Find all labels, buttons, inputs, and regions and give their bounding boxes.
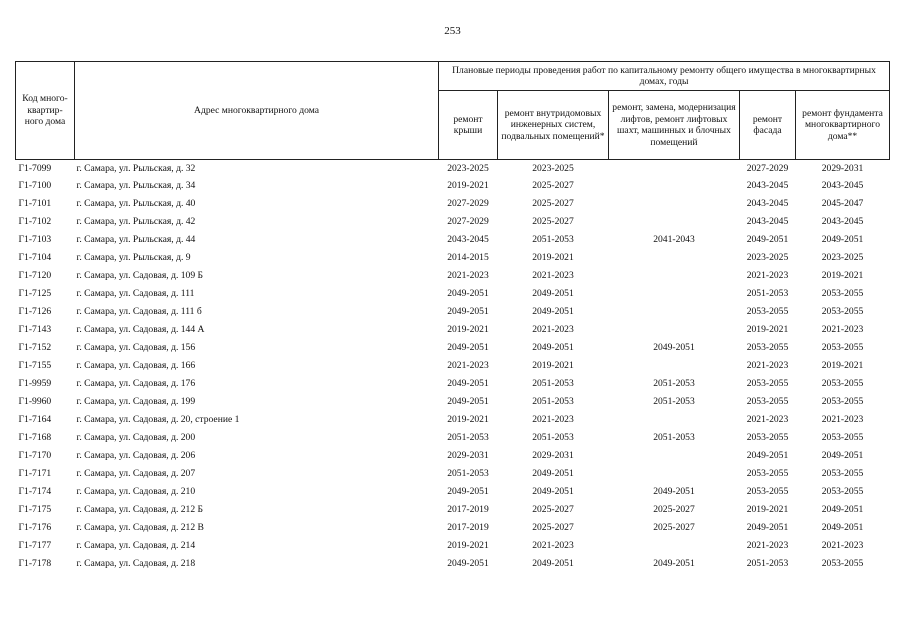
cell-roof: 2027-2029 — [447, 198, 489, 209]
cell-lifts — [609, 303, 740, 321]
cell-engineering: 2021-2023 — [532, 270, 574, 281]
cell-foundation: 2021-2023 — [821, 540, 864, 551]
cell-foundation: 2021-2023 — [821, 414, 864, 425]
cell-facade: 2053-2055 — [746, 378, 789, 389]
table-row — [16, 285, 890, 303]
cell-roof: 2019-2021 — [447, 540, 489, 551]
cell-lifts: 2051-2053 — [653, 432, 695, 443]
table-row — [16, 213, 890, 231]
cell-engineering: 2049-2051 — [532, 468, 574, 479]
cell-roof: 2043-2045 — [447, 234, 489, 245]
cell-engineering: 2049-2051 — [532, 306, 574, 317]
cell-address: г. Самара, ул. Садовая, д. 214 — [76, 540, 196, 551]
cell-code: Г1-7126 — [18, 306, 52, 317]
cell-address: г. Самара, ул. Садовая, д. 207 — [76, 468, 196, 479]
cell-roof: 2017-2019 — [447, 504, 489, 515]
cell-lifts: 2051-2053 — [653, 396, 695, 407]
table-row — [16, 321, 890, 339]
cell-lifts: 2041-2043 — [653, 234, 695, 245]
table-row — [16, 411, 890, 429]
header-roof: ремонт крыши — [439, 91, 498, 160]
table-row — [16, 160, 890, 178]
cell-engineering: 2019-2021 — [532, 360, 574, 371]
cell-engineering: 2025-2027 — [532, 180, 574, 191]
cell-code: Г1-7143 — [18, 324, 52, 335]
cell-lifts — [609, 213, 740, 231]
cell-address: г. Самара, ул. Рыльская, д. 44 — [76, 234, 196, 245]
cell-facade: 2049-2051 — [746, 450, 789, 461]
cell-facade: 2049-2051 — [746, 522, 789, 533]
cell-foundation: 2053-2055 — [821, 378, 864, 389]
cell-foundation: 2023-2025 — [821, 252, 864, 263]
cell-lifts: 2025-2027 — [653, 504, 695, 515]
cell-code: Г1-7103 — [18, 234, 52, 245]
cell-foundation: 2053-2055 — [821, 396, 864, 407]
cell-foundation: 2053-2055 — [821, 558, 864, 569]
cell-address: г. Самара, ул. Садовая, д. 218 — [76, 558, 196, 569]
cell-lifts — [609, 177, 740, 195]
cell-code: Г1-7100 — [18, 180, 52, 191]
cell-roof: 2049-2051 — [447, 396, 489, 407]
table-row — [16, 465, 890, 483]
cell-foundation: 2043-2045 — [821, 180, 864, 191]
cell-facade: 2053-2055 — [746, 486, 789, 497]
cell-foundation: 2019-2021 — [821, 270, 864, 281]
cell-engineering: 2051-2053 — [532, 234, 574, 245]
cell-facade: 2043-2045 — [746, 180, 789, 191]
cell-facade: 2043-2045 — [746, 198, 789, 209]
cell-engineering: 2021-2023 — [532, 540, 574, 551]
cell-roof: 2049-2051 — [447, 306, 489, 317]
cell-lifts: 2049-2051 — [653, 342, 695, 353]
cell-address: г. Самара, ул. Садовая, д. 109 Б — [76, 270, 204, 281]
cell-roof: 2049-2051 — [447, 558, 489, 569]
cell-roof: 2021-2023 — [447, 360, 489, 371]
cell-facade: 2019-2021 — [746, 504, 789, 515]
cell-lifts — [609, 537, 740, 555]
cell-roof: 2019-2021 — [447, 180, 489, 191]
cell-roof: 2023-2025 — [447, 162, 489, 174]
cell-foundation: 2021-2023 — [821, 324, 864, 335]
cell-foundation: 2019-2021 — [821, 360, 864, 371]
cell-code: Г1-9959 — [18, 378, 52, 389]
cell-roof: 2021-2023 — [447, 270, 489, 281]
cell-engineering: 2049-2051 — [532, 288, 574, 299]
cell-facade: 2051-2053 — [746, 558, 789, 569]
cell-address: г. Самара, ул. Рыльская, д. 32 — [76, 162, 196, 174]
capital-repair-table — [15, 61, 890, 573]
cell-address: г. Самара, ул. Садовая, д. 212 Б — [76, 504, 204, 515]
cell-roof: 2017-2019 — [447, 522, 489, 533]
cell-lifts — [609, 267, 740, 285]
table-row — [16, 195, 890, 213]
table-body — [16, 160, 890, 574]
table-row — [16, 555, 890, 573]
cell-engineering: 2029-2031 — [532, 450, 574, 461]
cell-foundation: 2053-2055 — [821, 288, 864, 299]
cell-facade: 2027-2029 — [746, 162, 789, 174]
cell-engineering: 2025-2027 — [532, 198, 574, 209]
cell-facade: 2053-2055 — [746, 306, 789, 317]
cell-roof: 2049-2051 — [447, 486, 489, 497]
table-row — [16, 249, 890, 267]
cell-code: Г1-9960 — [18, 396, 52, 407]
cell-engineering: 2021-2023 — [532, 414, 574, 425]
table-row — [16, 537, 890, 555]
cell-code: Г1-7168 — [18, 432, 52, 443]
cell-roof: 2014-2015 — [447, 252, 489, 263]
cell-lifts: 2049-2051 — [653, 486, 695, 497]
cell-address: г. Самара, ул. Садовая, д. 20, строение 1 — [76, 414, 240, 425]
cell-address: г. Самара, ул. Садовая, д. 200 — [76, 432, 196, 443]
cell-code: Г1-7125 — [18, 288, 52, 299]
cell-engineering: 2049-2051 — [532, 558, 574, 569]
cell-foundation: 2053-2055 — [821, 486, 864, 497]
cell-lifts — [609, 285, 740, 303]
cell-address: г. Самара, ул. Садовая, д. 156 — [76, 342, 196, 353]
cell-engineering: 2051-2053 — [532, 396, 574, 407]
cell-engineering: 2025-2027 — [532, 504, 574, 515]
cell-engineering: 2023-2025 — [532, 162, 574, 174]
cell-address: г. Самара, ул. Садовая, д. 212 В — [76, 522, 204, 533]
cell-address: г. Самара, ул. Садовая, д. 199 — [76, 396, 196, 407]
cell-facade: 2021-2023 — [746, 360, 789, 371]
cell-roof: 2049-2051 — [447, 288, 489, 299]
cell-lifts — [609, 321, 740, 339]
cell-foundation: 2053-2055 — [821, 468, 864, 479]
table-row — [16, 231, 890, 249]
cell-facade: 2053-2055 — [746, 342, 789, 353]
cell-roof: 2049-2051 — [447, 378, 489, 389]
table-row — [16, 447, 890, 465]
table-row — [16, 303, 890, 321]
cell-engineering: 2051-2053 — [532, 432, 574, 443]
cell-address: г. Самара, ул. Рыльская, д. 40 — [76, 198, 196, 209]
cell-code: Г1-7152 — [18, 342, 52, 353]
cell-facade: 2049-2051 — [746, 234, 789, 245]
header-code: Код много- квартир- ного дома — [16, 62, 75, 160]
cell-code: Г1-7120 — [18, 270, 52, 281]
cell-foundation: 2049-2051 — [821, 522, 864, 533]
cell-foundation: 2029-2031 — [821, 162, 864, 174]
cell-lifts — [609, 249, 740, 267]
cell-code: Г1-7178 — [18, 558, 52, 569]
cell-facade: 2019-2021 — [746, 324, 789, 335]
cell-address: г. Самара, ул. Садовая, д. 166 — [76, 360, 196, 371]
header-lifts: ремонт, замена, модернизация лифтов, ремонт лифтовых шахт, машинных и блочных помещений — [609, 91, 740, 160]
cell-engineering: 2019-2021 — [532, 252, 574, 263]
cell-engineering: 2051-2053 — [532, 378, 574, 389]
cell-foundation: 2045-2047 — [821, 198, 864, 209]
cell-code: Г1-7164 — [18, 414, 52, 425]
cell-facade: 2021-2023 — [746, 414, 789, 425]
cell-code: Г1-7176 — [18, 522, 52, 533]
cell-lifts — [609, 465, 740, 483]
header-address: Адрес многоквартирного дома — [75, 62, 439, 160]
cell-lifts — [609, 411, 740, 429]
cell-foundation: 2053-2055 — [821, 342, 864, 353]
cell-foundation: 2043-2045 — [821, 216, 864, 227]
cell-code: Г1-7155 — [18, 360, 52, 371]
cell-facade: 2053-2055 — [746, 432, 789, 443]
cell-roof: 2051-2053 — [447, 468, 489, 479]
cell-code: Г1-7177 — [18, 540, 52, 551]
cell-address: г. Самара, ул. Садовая, д. 176 — [76, 378, 196, 389]
cell-lifts: 2025-2027 — [653, 522, 695, 533]
cell-address: г. Самара, ул. Садовая, д. 144 А — [76, 324, 205, 335]
cell-roof: 2019-2021 — [447, 414, 489, 425]
header-engineering: ремонт внутридомовых инженерных систем, подвальных помещений* — [498, 91, 609, 160]
cell-foundation: 2049-2051 — [821, 234, 864, 245]
cell-roof: 2051-2053 — [447, 432, 489, 443]
cell-address: г. Самара, ул. Садовая, д. 111 б — [76, 306, 202, 317]
cell-foundation: 2049-2051 — [821, 450, 864, 461]
cell-roof: 2027-2029 — [447, 216, 489, 227]
cell-engineering: 2049-2051 — [532, 342, 574, 353]
cell-facade: 2021-2023 — [746, 540, 789, 551]
cell-facade: 2053-2055 — [746, 396, 789, 407]
cell-code: Г1-7171 — [18, 468, 52, 479]
header-planned-periods: Плановые периоды проведения работ по капитальному ремонту общего имущества в многоквартирных домах, годы — [439, 62, 890, 91]
cell-foundation: 2053-2055 — [821, 306, 864, 317]
table-row — [16, 177, 890, 195]
cell-address: г. Самара, ул. Рыльская, д. 9 — [76, 252, 191, 263]
cell-address: г. Самара, ул. Садовая, д. 210 — [76, 486, 196, 497]
table-row — [16, 483, 890, 501]
cell-code: Г1-7170 — [18, 450, 52, 461]
cell-address: г. Самара, ул. Садовая, д. 111 — [76, 288, 195, 299]
cell-facade: 2023-2025 — [746, 252, 789, 263]
cell-foundation: 2053-2055 — [821, 432, 864, 443]
cell-engineering: 2025-2027 — [532, 522, 574, 533]
cell-facade: 2051-2053 — [746, 288, 789, 299]
table-row — [16, 267, 890, 285]
cell-code: Г1-7104 — [18, 252, 52, 263]
cell-facade: 2021-2023 — [746, 270, 789, 281]
header-facade: ремонт фасада — [740, 91, 796, 160]
cell-address: г. Самара, ул. Рыльская, д. 34 — [76, 180, 196, 191]
cell-lifts — [609, 357, 740, 375]
table-row — [16, 519, 890, 537]
cell-facade: 2053-2055 — [746, 468, 789, 479]
cell-lifts — [609, 195, 740, 213]
header-foundation: ремонт фундамента многоквартирного дома** — [796, 91, 890, 160]
page-number: 253 — [444, 25, 461, 37]
cell-code: Г1-7101 — [18, 198, 52, 209]
table-row — [16, 393, 890, 411]
cell-lifts: 2049-2051 — [653, 558, 695, 569]
table-row — [16, 429, 890, 447]
cell-engineering: 2025-2027 — [532, 216, 574, 227]
cell-code: Г1-7099 — [18, 162, 52, 174]
cell-code: Г1-7175 — [18, 504, 52, 515]
cell-foundation: 2049-2051 — [821, 504, 864, 515]
table-row — [16, 501, 890, 519]
table-row — [16, 339, 890, 357]
cell-lifts: 2051-2053 — [653, 378, 695, 389]
cell-lifts — [609, 160, 740, 178]
cell-address: г. Самара, ул. Садовая, д. 206 — [76, 450, 196, 461]
cell-engineering: 2049-2051 — [532, 486, 574, 497]
cell-roof: 2029-2031 — [447, 450, 489, 461]
cell-roof: 2019-2021 — [447, 324, 489, 335]
table-row — [16, 357, 890, 375]
cell-lifts — [609, 447, 740, 465]
cell-engineering: 2021-2023 — [532, 324, 574, 335]
table-row — [16, 375, 890, 393]
cell-address: г. Самара, ул. Рыльская, д. 42 — [76, 216, 196, 227]
cell-roof: 2049-2051 — [447, 342, 489, 353]
cell-facade: 2043-2045 — [746, 216, 789, 227]
cell-code: Г1-7102 — [18, 216, 52, 227]
cell-code: Г1-7174 — [18, 486, 52, 497]
